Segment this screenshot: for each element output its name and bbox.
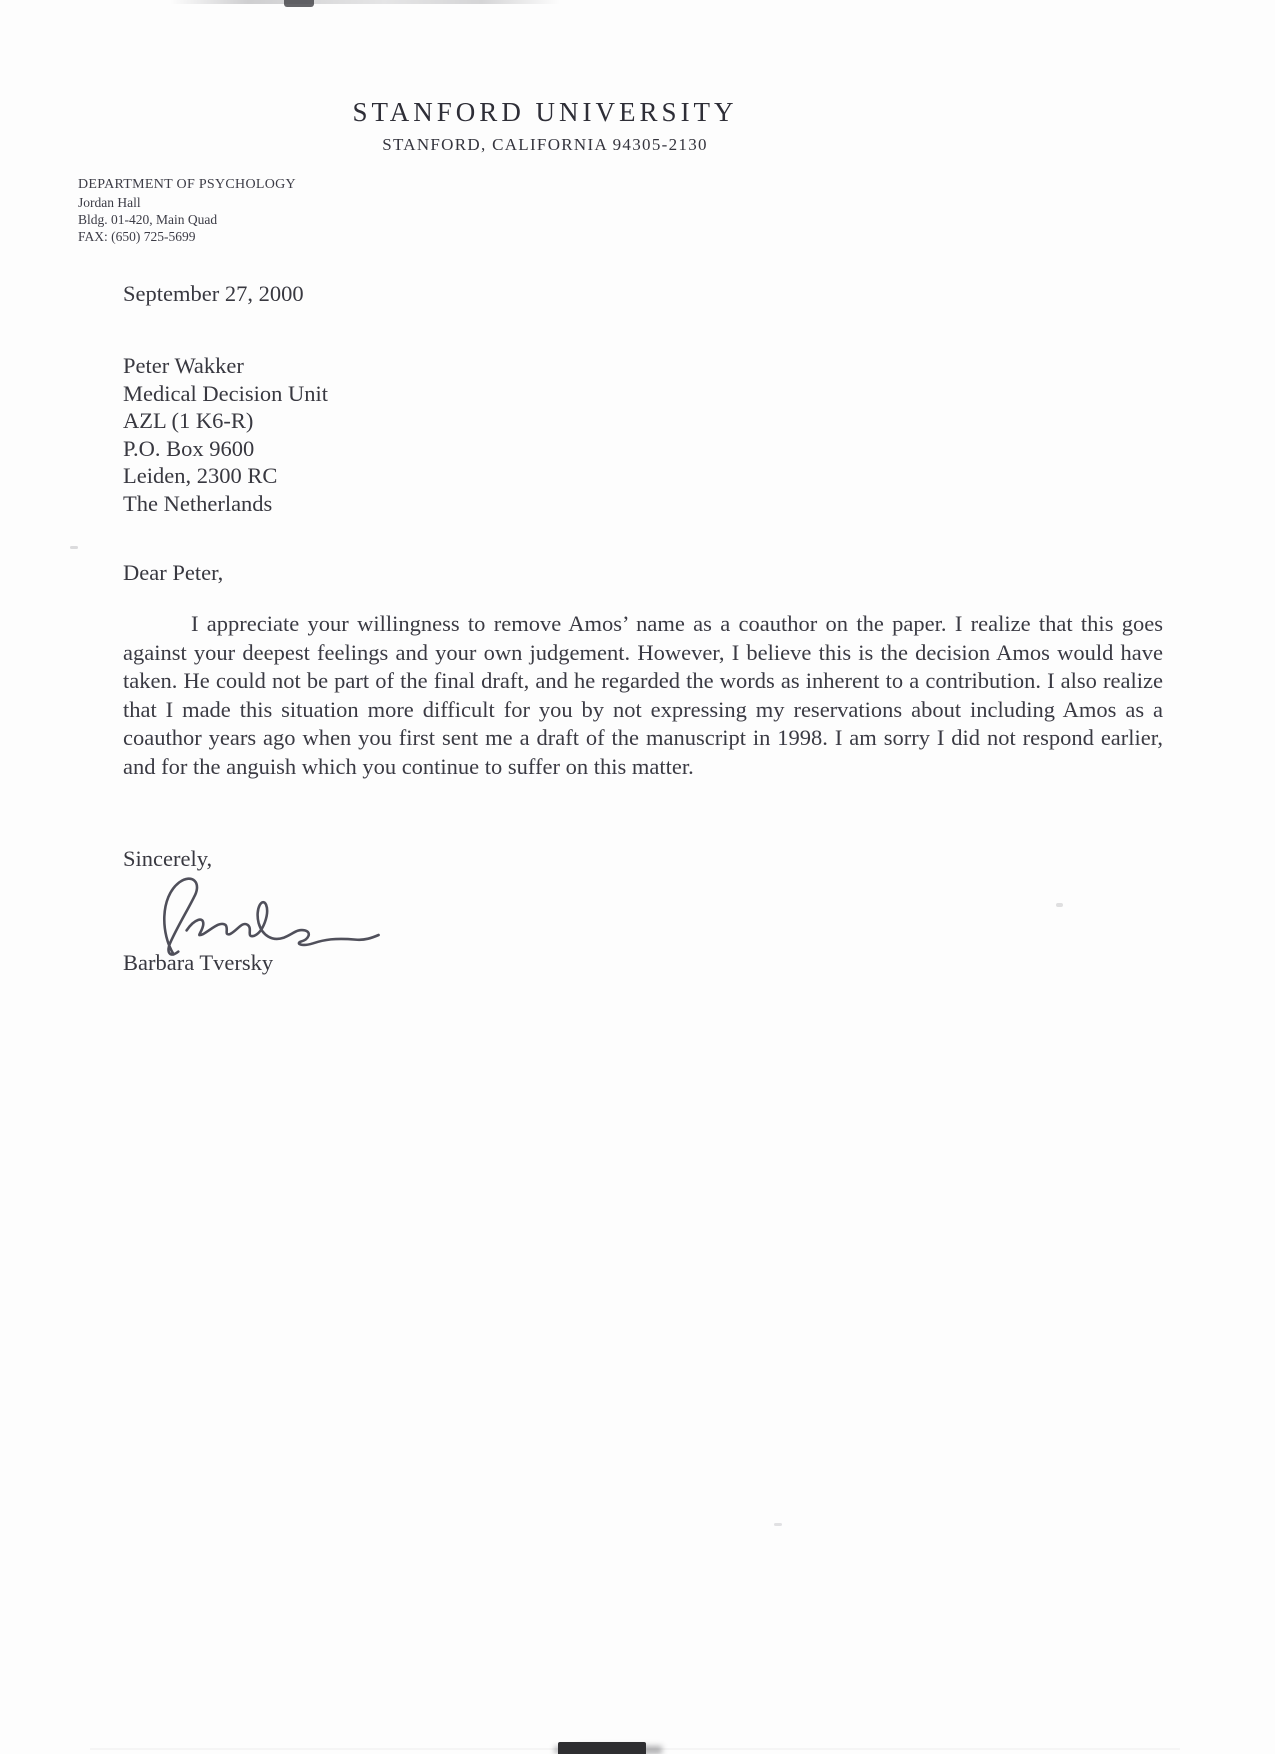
scan-artifact-top-smudge	[170, 0, 560, 4]
university-address: STANFORD, CALIFORNIA 94305-2130	[382, 135, 708, 154]
letterhead	[352, 97, 737, 155]
text-line: Medical Decision Unit	[123, 380, 328, 406]
text-line: DEPARTMENT OF PSYCHOLOGY	[78, 177, 296, 192]
text-line: Leiden, 2300 RC	[123, 463, 278, 488]
letter-date: September 27, 2000	[123, 281, 304, 306]
text-line: FAX: (650) 725-5699	[78, 229, 196, 244]
salutation: Dear Peter,	[123, 560, 224, 585]
university-name: STANFORD UNIVERSITY	[352, 97, 738, 127]
recipient-address-block	[123, 352, 328, 517]
scan-artifact-bottom-tick	[774, 1523, 782, 1526]
text-line: Bldg. 01-420, Main Quad	[78, 212, 218, 227]
text-line: P.O. Box 9600	[123, 435, 255, 461]
signed-name: Barbara Tversky	[123, 950, 274, 975]
letter-body-paragraph: I appreciate your willingness to remove Amos’ name as a coauthor on the paper. I realize that this goes against your deepest feelings and your own judgement. However, I believe this is the decision Amos would have taken. He could not be part of the final draft, and he regarded the words as inherent to a contribution. I also realize that I made this situation more difficult for you by not expressing my reservations about including Amos as a coauthor years ago when you first sent me a draft of the manuscript in 1998. I am sorry I did not respond earlier, and for the anguish which you continue to suffer on this matter.	[123, 611, 1163, 779]
scan-artifact-bottom-streak	[90, 1748, 1180, 1750]
text-line: The Netherlands	[123, 490, 273, 516]
text-line: AZL (1 K6-R)	[123, 408, 254, 433]
signature-scribble	[146, 872, 386, 962]
text-line: Peter Wakker	[123, 353, 244, 378]
scan-artifact-top-mark	[284, 0, 314, 7]
closing: Sincerely,	[123, 846, 213, 871]
department-address-block	[78, 176, 296, 245]
scan-artifact-right-tick	[1056, 903, 1063, 907]
scan-artifact-left-tick	[70, 546, 78, 549]
scan-artifact-bottom-bar	[558, 1742, 646, 1754]
handwritten-signature	[146, 872, 386, 962]
text-line: Jordan Hall	[78, 195, 141, 210]
